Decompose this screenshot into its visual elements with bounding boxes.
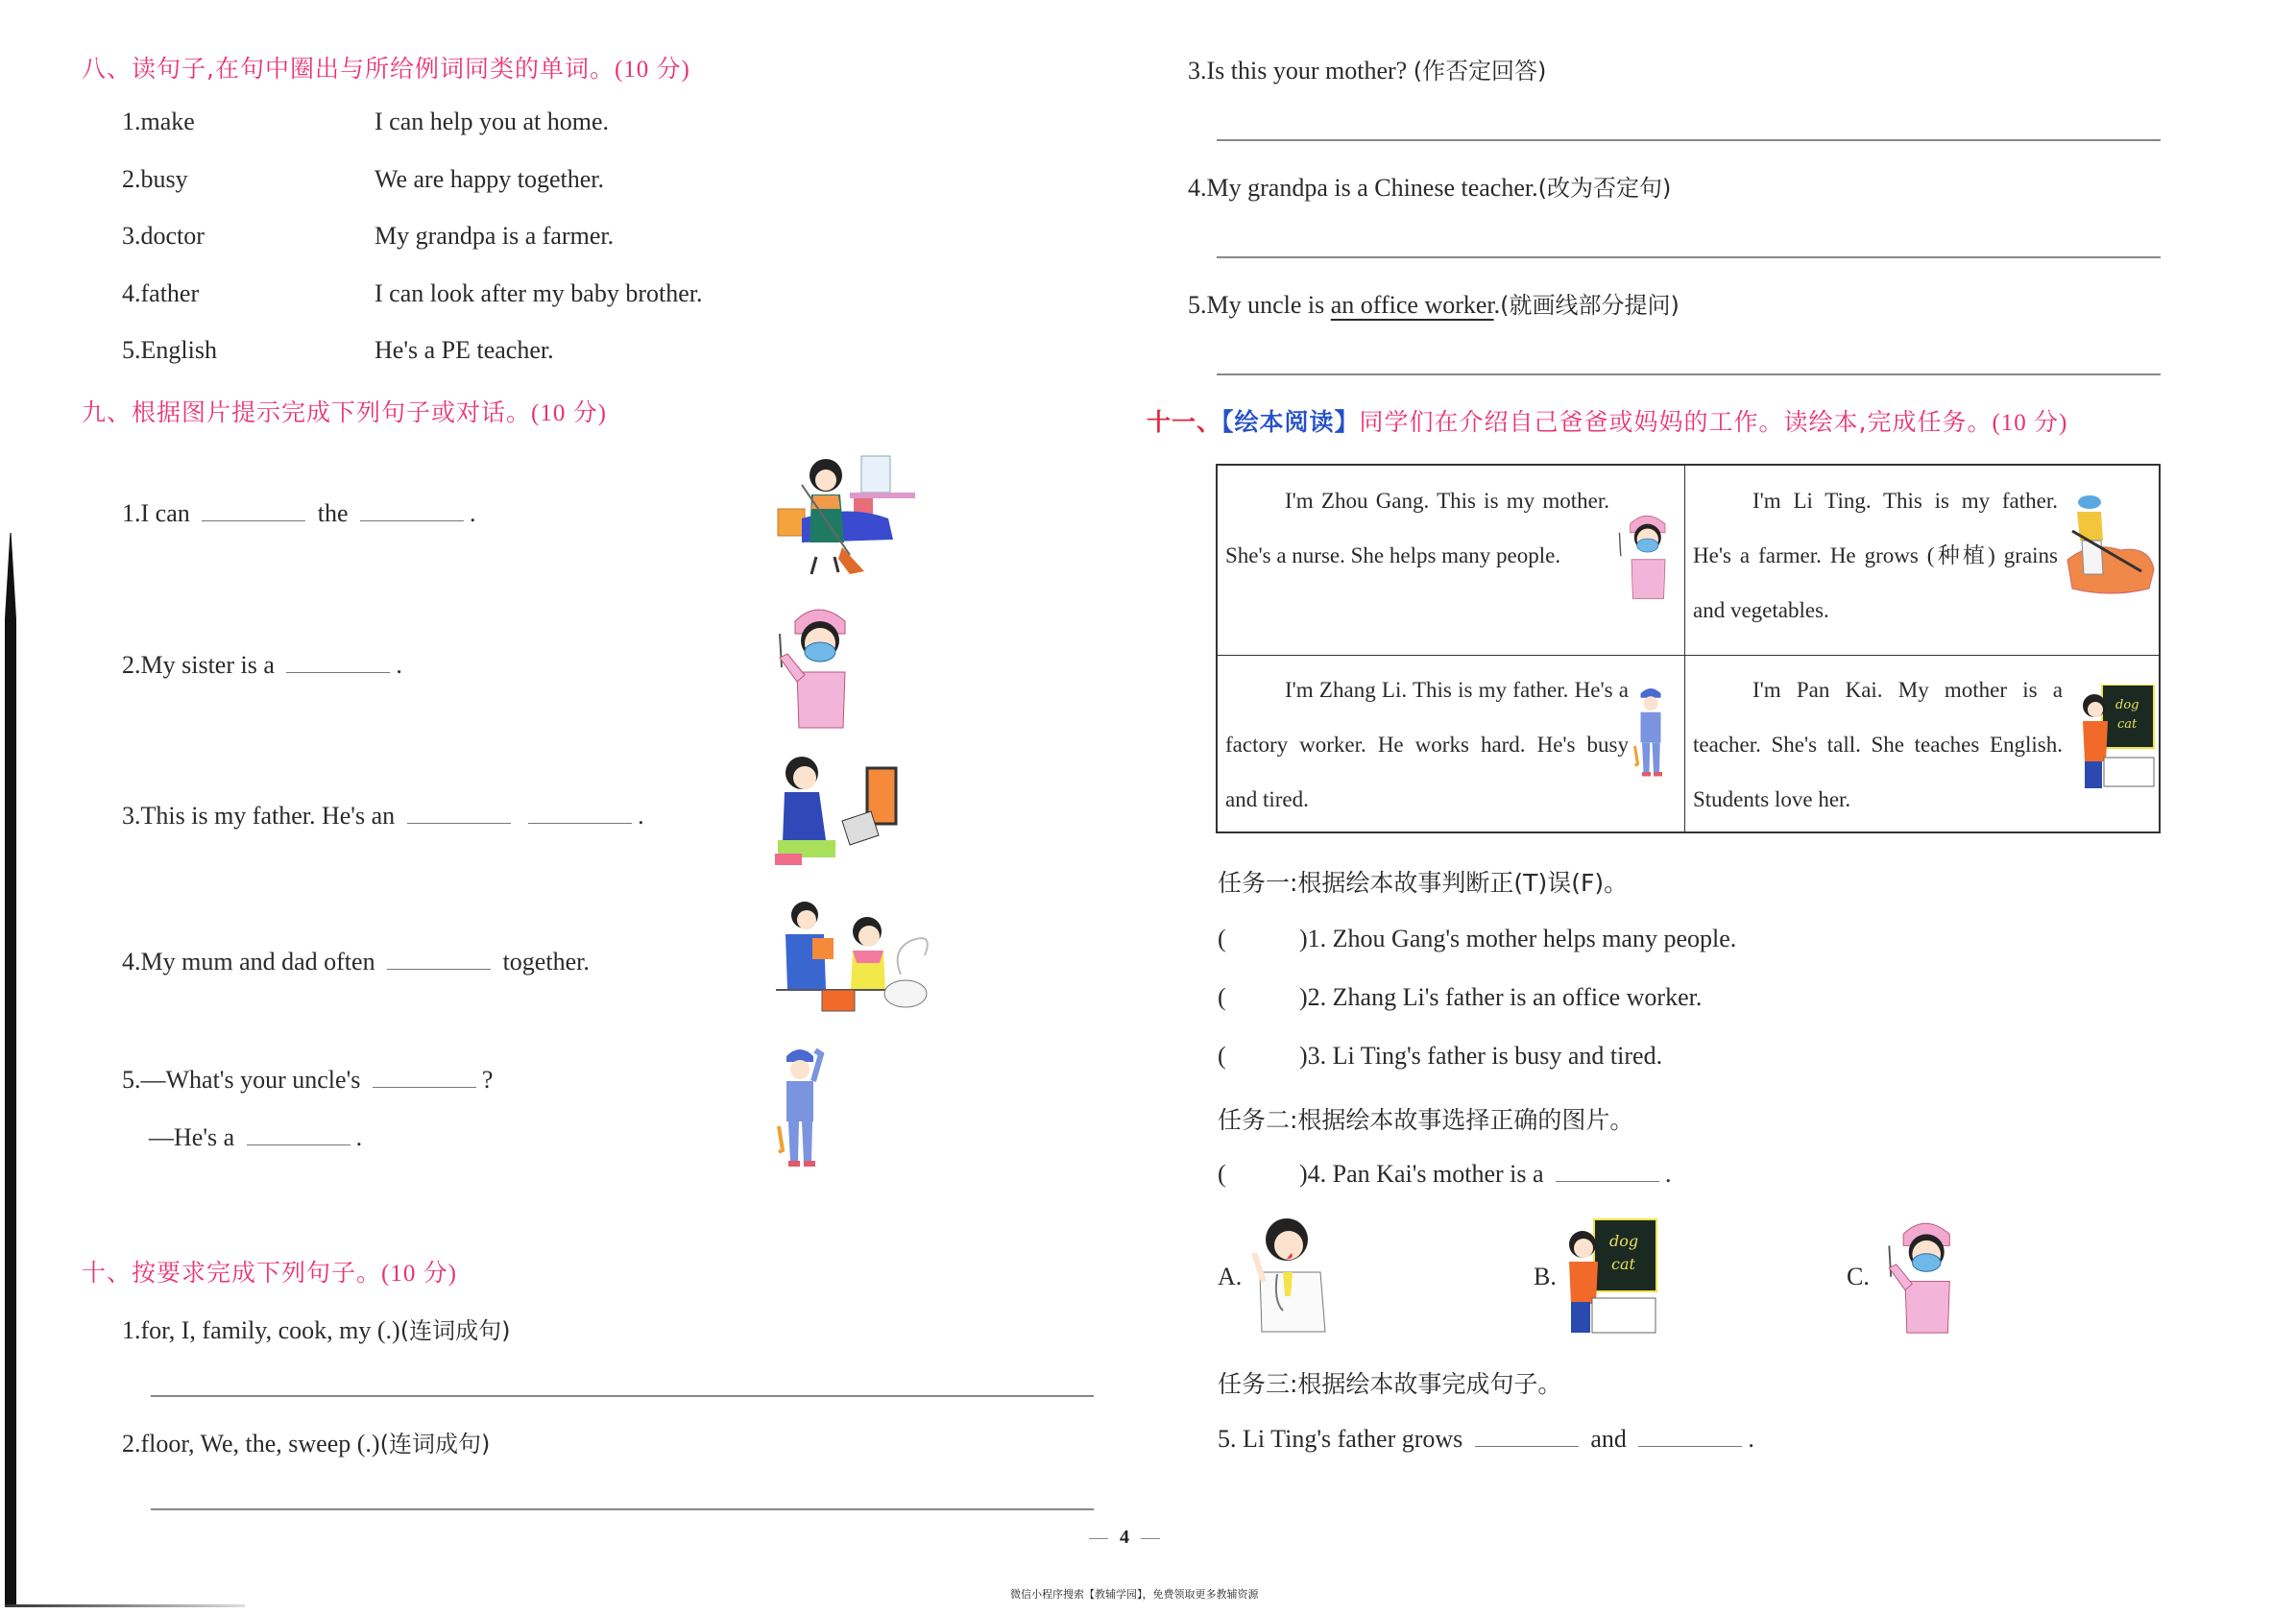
s8-item-3-sentence[interactable]: My grandpa is a farmer.	[375, 222, 615, 250]
task-1-item-2	[1218, 983, 1702, 1012]
section-8-title: 八、读句子,在句中圈出与所给例词同类的单词。	[82, 55, 615, 83]
s8-item-5-word	[122, 336, 217, 365]
answer-bracket[interactable]	[1218, 1160, 1299, 1189]
item-number: 5.	[122, 1066, 141, 1094]
instruction-hint: (就画线部分提问)	[1500, 292, 1680, 319]
text: ?	[481, 1066, 494, 1094]
s8-item-3-word	[122, 222, 205, 251]
task-1-title: 任务一:根据绘本故事判断正(T)误(F)。	[1218, 869, 1629, 897]
s10-item-4	[1188, 169, 1671, 203]
text: —What's your uncle's	[140, 1066, 361, 1094]
s10-item-1	[122, 1312, 510, 1345]
item-number: 5.	[122, 336, 141, 364]
task-3-title: 任务三:根据绘本故事完成句子。	[1218, 1370, 1562, 1398]
page-number	[1077, 1527, 1172, 1549]
answer-line-3[interactable]	[1217, 139, 2161, 141]
answer-blank[interactable]	[360, 501, 464, 521]
blackboard-word-dog: dog	[1609, 1232, 1639, 1250]
s10-item-5	[1188, 286, 1680, 320]
text: .	[638, 802, 644, 830]
scan-edge-bottom	[5, 1604, 245, 1607]
nurse-picture	[768, 600, 864, 730]
text: My sister is a	[140, 651, 275, 679]
bracket-close: )	[1299, 925, 1308, 952]
statement-text: 3. Li Ting's father is busy and tired.	[1307, 1042, 1663, 1070]
answer-blank[interactable]	[528, 804, 632, 824]
bracket-close: )	[1299, 983, 1308, 1011]
instruction-hint: (改为否定句)	[1537, 175, 1672, 202]
bracket-open: (	[1218, 1042, 1226, 1070]
answer-blank[interactable]	[1475, 1427, 1579, 1447]
instruction-hint: (作否定回答)	[1413, 58, 1547, 84]
section-8-heading	[82, 50, 690, 84]
answer-blank[interactable]	[1638, 1427, 1742, 1447]
dash-left	[1089, 1538, 1108, 1539]
story-teacher-picture	[2077, 685, 2156, 790]
picture-book-reading-tag: 【绘本阅读】	[1221, 408, 1360, 436]
factory-worker-picture	[773, 1045, 831, 1169]
s8-item-2-sentence[interactable]: We are happy together.	[375, 165, 605, 193]
task-2-title: 任务二:根据绘本故事选择正确的图片。	[1218, 1106, 1634, 1134]
sentence-text: .	[1748, 1425, 1754, 1453]
text: —He's a	[149, 1123, 235, 1151]
answer-line-4[interactable]	[1217, 256, 2161, 258]
s10-item-3	[1188, 52, 1546, 85]
section-8-score: (10 分)	[614, 57, 690, 83]
picture-book-table	[1216, 464, 2161, 833]
s8-item-4-word	[122, 279, 199, 308]
section-10-heading	[82, 1254, 457, 1289]
bracket-open: (	[1218, 1160, 1226, 1188]
question-text: 4. Pan Kai's mother is a	[1307, 1160, 1544, 1188]
footer-promo-note: 微信小程序搜索【教辅学园】，免费领取更多教辅资源	[1010, 1588, 1259, 1601]
answer-blank[interactable]	[373, 1068, 476, 1088]
option-b-teacher-picture[interactable]	[1563, 1217, 1659, 1335]
section-10-title: 十、按要求完成下列句子。	[82, 1259, 382, 1287]
s8-item-1-word	[122, 108, 195, 136]
story-li-ting: I'm Li Ting. This is my father. He's a farmer. He grows (种植) grains and vegetables.	[1693, 489, 2058, 622]
story-zhang-li: I'm Zhang Li. This is my father. He's a factory worker. He works hard. He's busy and tired.	[1225, 678, 1629, 811]
bracket-close: )	[1299, 1042, 1308, 1070]
period: .	[1665, 1160, 1672, 1188]
s9-item-1	[122, 499, 476, 528]
s8-item-2-word	[122, 165, 188, 194]
bracket-open: (	[1218, 983, 1226, 1011]
answer-bracket[interactable]	[1218, 1042, 1299, 1071]
prompt-text: .	[1493, 291, 1501, 319]
item-number: 1.	[122, 108, 141, 135]
answer-bracket[interactable]	[1218, 983, 1299, 1012]
task-1-item-1	[1218, 925, 1736, 953]
answer-blank[interactable]	[247, 1125, 350, 1145]
prompt-text: Is this your mother?	[1206, 57, 1408, 84]
underlined-phrase: an office worker	[1330, 291, 1494, 319]
text: together.	[502, 948, 590, 976]
item-number: 2.	[122, 165, 141, 193]
option-a-doctor-picture[interactable]	[1248, 1215, 1335, 1335]
answer-blank[interactable]	[387, 950, 491, 970]
sentence-text: 5. Li Ting's father grows	[1218, 1425, 1463, 1453]
statement-text: 2. Zhang Li's father is an office worker.	[1307, 983, 1703, 1011]
item-number: 2.	[122, 1430, 141, 1457]
text: .	[355, 1123, 363, 1151]
story-nurse-picture	[1611, 490, 1679, 619]
section-11-number: 十一、	[1147, 408, 1222, 436]
scan-edge-left	[5, 533, 16, 1606]
dash-right	[1141, 1538, 1160, 1539]
answer-line-2[interactable]	[151, 1508, 1094, 1510]
section-9-heading	[82, 394, 607, 428]
answer-line-5[interactable]	[1217, 373, 2161, 375]
story-farmer-picture	[2063, 493, 2159, 598]
item-number: 1.	[122, 499, 141, 527]
item-number: 3.	[122, 802, 141, 830]
page-number-value: 4	[1120, 1527, 1129, 1548]
text: .	[470, 499, 476, 527]
item-number: 1.	[122, 1316, 141, 1344]
answer-bracket[interactable]	[1218, 925, 1299, 953]
s8-item-5-sentence[interactable]: He's a PE teacher.	[375, 336, 554, 364]
task-1-item-3	[1218, 1042, 1662, 1071]
text: My mum and dad often	[140, 948, 375, 976]
prompt-text: for, I, family, cook, my (.)	[140, 1316, 400, 1344]
table-divider-horizontal	[1218, 655, 2159, 656]
text: the	[317, 499, 349, 527]
option-c-nurse-picture[interactable]	[1877, 1215, 1969, 1335]
prompt-text: My uncle is	[1206, 291, 1331, 319]
task-3-sentence	[1218, 1425, 1754, 1454]
svg-text:dog: dog	[2115, 698, 2139, 712]
s8-item-4-sentence[interactable]: I can look after my baby brother.	[375, 279, 703, 307]
s9-item-3	[122, 802, 644, 831]
table-divider-vertical	[1684, 466, 1685, 831]
option-b-label[interactable]: B.	[1534, 1263, 1557, 1290]
item-number: 3.	[1188, 57, 1207, 84]
answer-blank[interactable]	[286, 653, 390, 673]
answer-line-1[interactable]	[151, 1395, 1094, 1397]
section-11-heading	[1147, 403, 2067, 438]
statement-text: 1. Zhou Gang's mother helps many people.	[1307, 925, 1737, 952]
instruction-hint: (连词成句)	[399, 1317, 511, 1344]
svg-text:cat: cat	[2117, 717, 2138, 732]
item-number: 4.	[122, 279, 141, 307]
instruction-hint: (连词成句)	[379, 1431, 491, 1457]
text: .	[396, 651, 402, 679]
item-number: 4.	[1188, 174, 1207, 202]
prompt-text: My grandpa is a Chinese teacher.	[1206, 174, 1538, 202]
s9-item-5-reply	[149, 1123, 362, 1152]
s9-item-5-question	[122, 1066, 493, 1095]
answer-blank[interactable]	[202, 501, 305, 521]
item-number: 3.	[122, 222, 141, 250]
item-number: 2.	[122, 651, 141, 679]
option-a-label[interactable]: A.	[1218, 1263, 1243, 1290]
girl-sweeping-picture	[773, 451, 917, 576]
office-worker-picture	[773, 754, 903, 874]
s10-item-2	[122, 1425, 490, 1458]
parents-cooking-picture	[776, 898, 954, 1018]
bracket-close: )	[1299, 1160, 1308, 1188]
example-word: English	[140, 336, 217, 364]
answer-blank[interactable]	[407, 804, 511, 824]
story-pan-kai: I'm Pan Kai. My mother is a teacher. She's tall. She teaches English. Students love her.	[1693, 678, 2063, 811]
text: I can	[140, 499, 190, 527]
prompt-text: floor, We, the, sweep (.)	[140, 1430, 380, 1457]
text: This is my father. He's an	[140, 802, 396, 830]
story-factory-worker-picture	[1631, 679, 1674, 784]
bracket-open: (	[1218, 925, 1226, 952]
section-9-title: 九、根据图片提示完成下列句子或对话。	[82, 398, 532, 426]
story-zhou-gang: I'm Zhou Gang. This is my mother. She's a nurse. She helps many people.	[1225, 489, 1609, 567]
sentence-text: and	[1590, 1425, 1627, 1453]
section-10-score: (10 分)	[381, 1261, 457, 1287]
section-11-title: 同学们在介绍自己爸爸或妈妈的工作。读绘本,完成任务。	[1359, 408, 1993, 436]
s9-item-2	[122, 651, 402, 680]
option-c-label[interactable]: C.	[1847, 1263, 1870, 1290]
item-number: 4.	[122, 948, 141, 976]
answer-blank[interactable]	[1556, 1162, 1659, 1182]
s8-item-1-sentence[interactable]: I can help you at home.	[375, 108, 610, 135]
example-word: busy	[140, 165, 188, 193]
section-9-score: (10 分)	[531, 400, 607, 426]
example-word: make	[140, 108, 195, 135]
example-word: father	[140, 279, 200, 307]
s9-item-4	[122, 948, 590, 976]
item-number: 5.	[1188, 291, 1207, 319]
task-2-question	[1218, 1160, 1672, 1189]
example-word: doctor	[140, 222, 205, 250]
section-11-score: (10 分)	[1992, 410, 2068, 436]
blackboard-word-cat: cat	[1611, 1255, 1635, 1273]
